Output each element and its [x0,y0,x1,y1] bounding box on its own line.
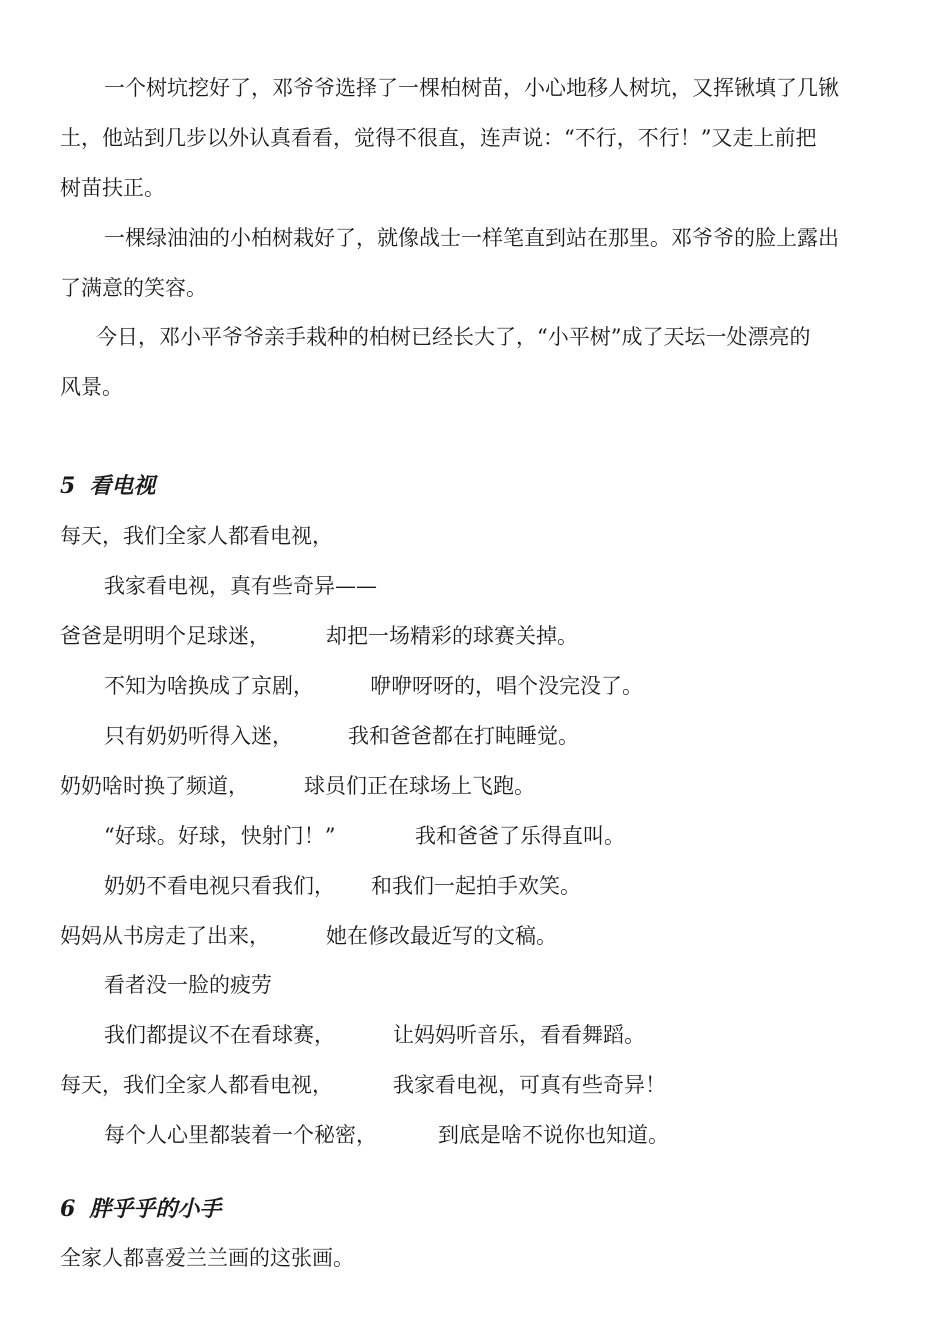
poem-line-part-1: 奶奶不看电视只看我们， [104,874,335,898]
poem-line [104,571,377,601]
poem-line-part-2: 到底是啥不说你也知道。 [438,1123,669,1147]
poem-line-part-2: 却把一场精彩的球赛关掉。 [326,624,578,648]
paragraph-line: 树苗扶正。 [60,176,165,200]
poem-line-part-1: 我们都提议不在看球赛， [104,1023,335,1047]
poem-line-part-2: 让妈妈听音乐，看看舞蹈。 [393,1023,645,1047]
poem-line-part-2: 球员们正在球场上飞跑。 [304,774,535,798]
section-number: 5 [60,473,76,499]
section-number: 6 [60,1196,76,1222]
poem-line-part-1: 妈妈从书房走了出来， [60,924,270,948]
paragraph-line: 今日，邓小平爷爷亲手栽种的柏树已经长大了，“小平树”成了天坛一处漂亮的 [96,325,811,349]
poem-line-part-1: 每天，我们全家人都看电视， [60,524,333,548]
poem-line [60,621,578,651]
section-heading [60,471,155,501]
poem-line [60,921,557,951]
paragraph-line: 一个树坑挖好了，邓爷爷选择了一棵柏树苗，小心地移人树坑，又挥锹填了几锹 [104,76,839,100]
poem-line-part-2: 她在修改最近写的文稿。 [326,924,557,948]
poem-line [60,771,535,801]
section-title: 看电视 [89,473,156,499]
poem-line-part-1: 只有奶奶听得入迷， [104,724,293,748]
poem-line [104,970,272,1000]
paragraph-line: 全家人都喜爱兰兰画的这张画。 [60,1246,354,1270]
poem-line-part-1: 每个人心里都装着一个秘密， [104,1123,377,1147]
poem-line-part-1: “好球。好球，快射门！” [104,824,336,848]
paragraph-line: 土，他站到几步以外认真看看，觉得不很直，连声说：“不行，不行！”又走上前把 [60,126,817,150]
poem-line-part-2: 和我们一起拍手欢笑。 [371,874,581,898]
poem-line [104,671,643,701]
poem-line-part-2: 我和爸爸了乐得直叫。 [415,824,625,848]
poem-line [60,521,333,551]
poem-line-part-1: 不知为啥换成了京剧， [104,674,314,698]
poem-line-part-1: 奶奶啥时换了频道， [60,774,249,798]
poem-line-part-1: 每天，我们全家人都看电视， [60,1073,333,1097]
poem-line [104,821,625,851]
paragraph-line: 风景。 [60,375,123,399]
poem-line [104,1120,669,1150]
poem-line [60,1070,666,1100]
poem-line-part-2: 我家看电视，可真有些奇异！ [393,1073,666,1097]
poem-line-part-1: 看者没一脸的疲劳 [104,973,272,997]
poem-line-part-2: 我和爸爸都在打盹睡觉。 [348,724,579,748]
section-heading [60,1194,221,1224]
paragraph-line: 一棵绿油油的小柏树栽好了，就像战士一样笔直到站在那里。邓爷爷的脸上露出 [104,226,839,250]
poem-line [104,1020,645,1050]
paragraph-line: 了满意的笑容。 [60,276,207,300]
poem-line-part-1: 爸爸是明明个足球迷， [60,624,270,648]
poem-line [104,721,579,751]
poem-line-part-1: 我家看电视，真有些奇异—— [104,574,377,598]
poem-line [104,871,581,901]
section-title: 胖乎乎的小手 [89,1196,222,1222]
poem-line-part-2: 咿咿呀呀的，唱个没完没了。 [370,674,643,698]
